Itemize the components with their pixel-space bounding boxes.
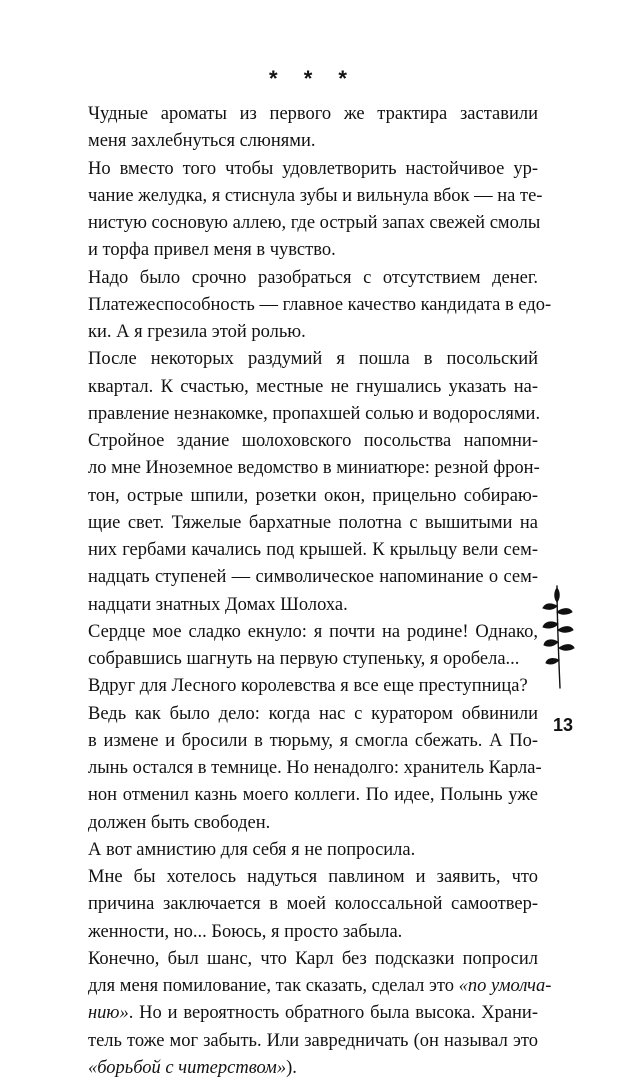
- text-line: в измене и бросили в тюрьму, я смогла сбежать. А По-: [88, 730, 538, 751]
- text-line: нистую сосновую аллею, где острый запах свежей смолы: [88, 213, 541, 233]
- text-line: Конечно, был шанс, что Карл без подсказки попросил: [88, 948, 538, 969]
- text-line: Вдруг для Лесного королевства я все еще преступница?: [88, 676, 528, 697]
- text-line: тон, острые шпили, розетки окон, прицельно собираю-: [88, 485, 538, 506]
- text-line: Надо было срочно разобраться с отсутствием денег.: [88, 267, 538, 288]
- text-segment: ).: [286, 1057, 297, 1078]
- text-line: ки. А я грезила этой ролью.: [88, 322, 306, 342]
- text-line: надцати знатных Домах Шолоха.: [88, 594, 348, 615]
- text-line: После некоторых раздумий я пошла в посольский: [88, 349, 538, 370]
- text-line: надцать ступеней — символическое напоминание о сем-: [88, 567, 538, 588]
- text-line: нон отменил казнь моего коллеги. По идее, Полынь уже: [88, 785, 538, 806]
- text-line: лынь остался в темнице. Но ненадолго: хранитель Карла-: [88, 758, 542, 778]
- text-segment: для меня помилование, так сказать, сделал это: [88, 976, 459, 996]
- italic-phrase: нию»: [88, 1003, 129, 1024]
- text-line: [88, 973, 552, 1000]
- text-line: и торфа привел меня в чувство.: [88, 240, 336, 261]
- text-line: женности, но... Боюсь, я просто забыла.: [88, 921, 403, 942]
- italic-phrase: «по умолча-: [458, 976, 552, 996]
- text-line: Сердце мое сладко екнуло: я почти на родине! Однако,: [88, 621, 538, 642]
- text-line: [88, 1000, 538, 1027]
- branch-ornament-icon: [535, 582, 580, 692]
- text-line: А вот амнистию для себя я не попросила.: [88, 839, 416, 860]
- text-line: собравшись шагнуть на первую ступеньку, я оробела...: [88, 649, 520, 669]
- text-line: тель тоже мог забыть. Или завредничать (он называл это: [88, 1030, 538, 1051]
- text-line: причина заключается в моей колоссальной самоотвер-: [88, 894, 538, 915]
- text-line: Стройное здание шолоховского посольства напомни-: [88, 431, 538, 451]
- italic-phrase: «борьбой с читерством»: [88, 1057, 287, 1078]
- section-separator: * * *: [269, 66, 357, 91]
- text-line: чание желудка, я стиснула зубы и вильнула вбок — на те-: [88, 185, 543, 206]
- text-line: Чудные ароматы из первого же трактира заставили: [88, 104, 538, 124]
- page-number: 13: [553, 715, 574, 735]
- text-line: правление незнакомке, пропахшей солью и водорослями.: [88, 403, 541, 424]
- text-line: должен быть свободен.: [88, 812, 271, 833]
- text-line: них гербами качались под крышей. К крыльцу вели сем-: [88, 540, 538, 560]
- text-line: ло мне Иноземное ведомство в миниатюре: резной фрон-: [88, 458, 540, 479]
- text-line: Мне бы хотелось надуться павлином и заявить, что: [88, 867, 538, 887]
- text-line: [88, 1055, 538, 1082]
- text-line: Но вместо того чтобы удовлетворить настойчивое ур-: [88, 158, 538, 179]
- text-line: квартал. К счастью, местные не гнушались указать на-: [88, 376, 538, 397]
- text-line: Платежеспособность — главное качество кандидата в едо-: [88, 294, 552, 315]
- body-text: [88, 101, 552, 1082]
- text-line: щие свет. Тяжелые бархатные полотна с вышитыми на: [88, 512, 538, 533]
- text-line: Ведь как было дело: когда нас с куратором обвинили: [88, 703, 538, 724]
- text-segment: . Но и вероятность обратного была высока. Храни-: [128, 1003, 538, 1024]
- text-line: меня захлебнуться слюнями.: [88, 131, 316, 152]
